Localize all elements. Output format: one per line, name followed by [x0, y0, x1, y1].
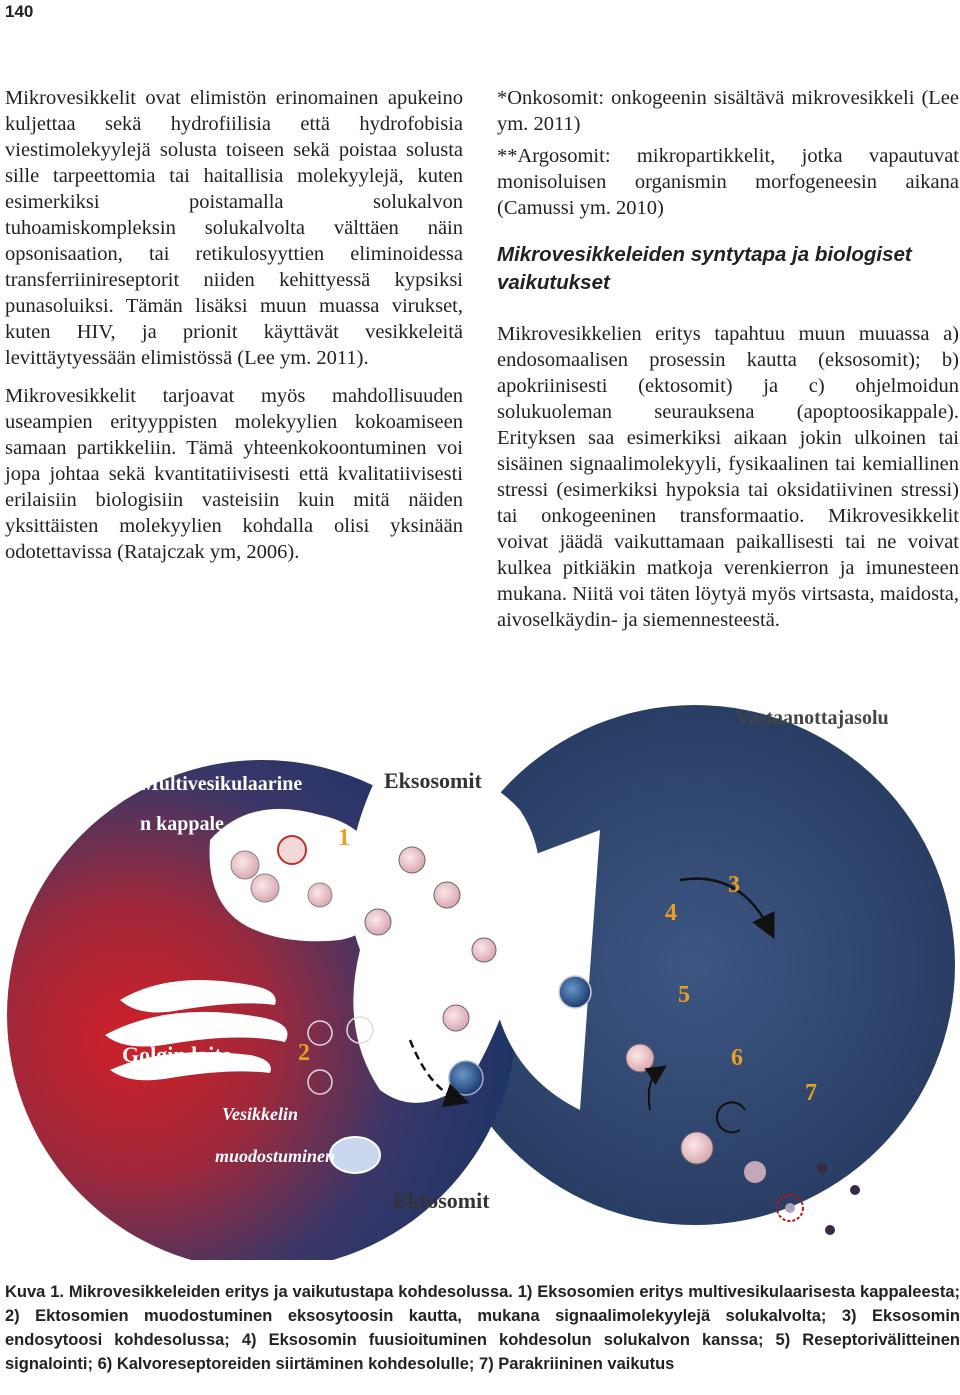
left-column [5, 85, 463, 577]
number-6: 6 [731, 1045, 743, 1071]
label-receiver-cell: Vastaanottajasolu [736, 707, 889, 729]
microvesicle-figure [0, 700, 960, 1260]
number-1: 1 [338, 825, 350, 851]
page-number: 140 [5, 2, 34, 21]
number-4: 4 [665, 900, 677, 926]
right-column [497, 85, 959, 645]
body-paragraph: Mikrovesikkelit ovat elimistön erinomainen apukeino kuljettaa sekä hydrofiilisia että hydrofobisia viestimolekyylejä solusta toiseen sekä poistaa solusta sille tarpeettomia tai haitallisia molekyylejä, kuten esimerkiksi poistamalla solukalvon tuhoamiskompleksin solukalvolta välttäen näin opsonisaation, tai retikulosyyttien eliminoidessa transferriinireseptorit niiden kehittyessä kypsiksi punasoluiksi. Tämän lisäksi muun muassa virukset, kuten HIV, ja prionit käyttävät vesikkeleitä levittäytyessään elimistössä (Lee ym. 2011). [5, 87, 463, 369]
label-budding-line2: muodostuminen [215, 1146, 336, 1166]
figure-caption: Kuva 1. Mikrovesikkeleiden eritys ja vaikutustapa kohdesolussa. 1) Eksosomien eritys multivesikulaarisesta kappaleesta; 2) Ektosomien muodostuminen eksosytoosin kautta, mukana signaalimolekyylejä solukalvolta; 3) Eksosomin endosytoosi kohdesolussa; 4) Eksosomin fuusioituminen kohdesolun solukalvon kanssa; 5) Reseptorivälitteinen signalointi; 6) Kalvoreseptoreiden siirtäminen kohdesolulle; 7) Parakriininen vaikutus [5, 1283, 960, 1373]
label-mvb-line1: Multivesikulaarine [140, 773, 303, 795]
footnote-argosomit: **Argosomit: mikropartikkelit, jotka vapautuvat monisoluisen organismin morfogeneesin aikana (Camussi ym. 2010) [497, 145, 959, 219]
label-ectosomes: Ektosomit [393, 1188, 490, 1213]
body-paragraph: Mikrovesikkelit tarjoavat myös mahdollisuuden useampien erityyppisten molekyylien kokoamiseen samaan partikkeliin. Tämä yhteenkokoontuminen voi jopa johtaa sekä kvantitatiivisesti että kvalitatiivisesti erilaisiin biologisiin vasteisiin kuin mitä näiden yksittäisten molekyylien kohdalla olisi yksinään odotettavissa (Ratajczak ym, 2006). [5, 385, 463, 563]
footnote-onkosomit: *Onkosomit: onkogeenin sisältävä mikrovesikkeli (Lee ym. 2011) [497, 87, 959, 135]
label-golgi: Golgin laite [122, 1042, 232, 1067]
number-3: 3 [728, 872, 740, 898]
label-budding-line1: Vesikkelin [222, 1104, 299, 1124]
label-mvb-line2: n kappale [140, 813, 224, 835]
number-5: 5 [678, 982, 690, 1008]
label-exosomes: Eksosomit [384, 768, 482, 793]
number-7: 7 [805, 1080, 817, 1106]
section-heading: Mikrovesikkeleiden syntytapa ja biologiset vaikutukset [497, 243, 912, 294]
body-paragraph: Mikrovesikkelien eritys tapahtuu muun muuassa a) endosomaalisen prosessin kautta (eksosomit); b) apokriinisesti (ektosomit) ja c) ohjelmoidun solukuoleman seurauksena (apoptoosikappale). Erityksen saa esimerkiksi aikaan jokin ulkoinen tai sisäinen signaalimolekyyli, fysikaalinen tai kemiallinen stressi (esimerkiksi hypoksia tai oksidatiivinen stressi) tai onkogeeninen transformaatio. Mikrovesikkelit voivat jäädä vaikuttamaan paikallisesti tai ne voivat kulkea pitkiäkin matkoja verenkierron ja imunesteen mukana. Niitä voi täten löytyä myös virtsasta, maidosta, aivoselkäydin- ja siemennesteestä. [497, 323, 959, 631]
number-2: 2 [298, 1040, 310, 1066]
